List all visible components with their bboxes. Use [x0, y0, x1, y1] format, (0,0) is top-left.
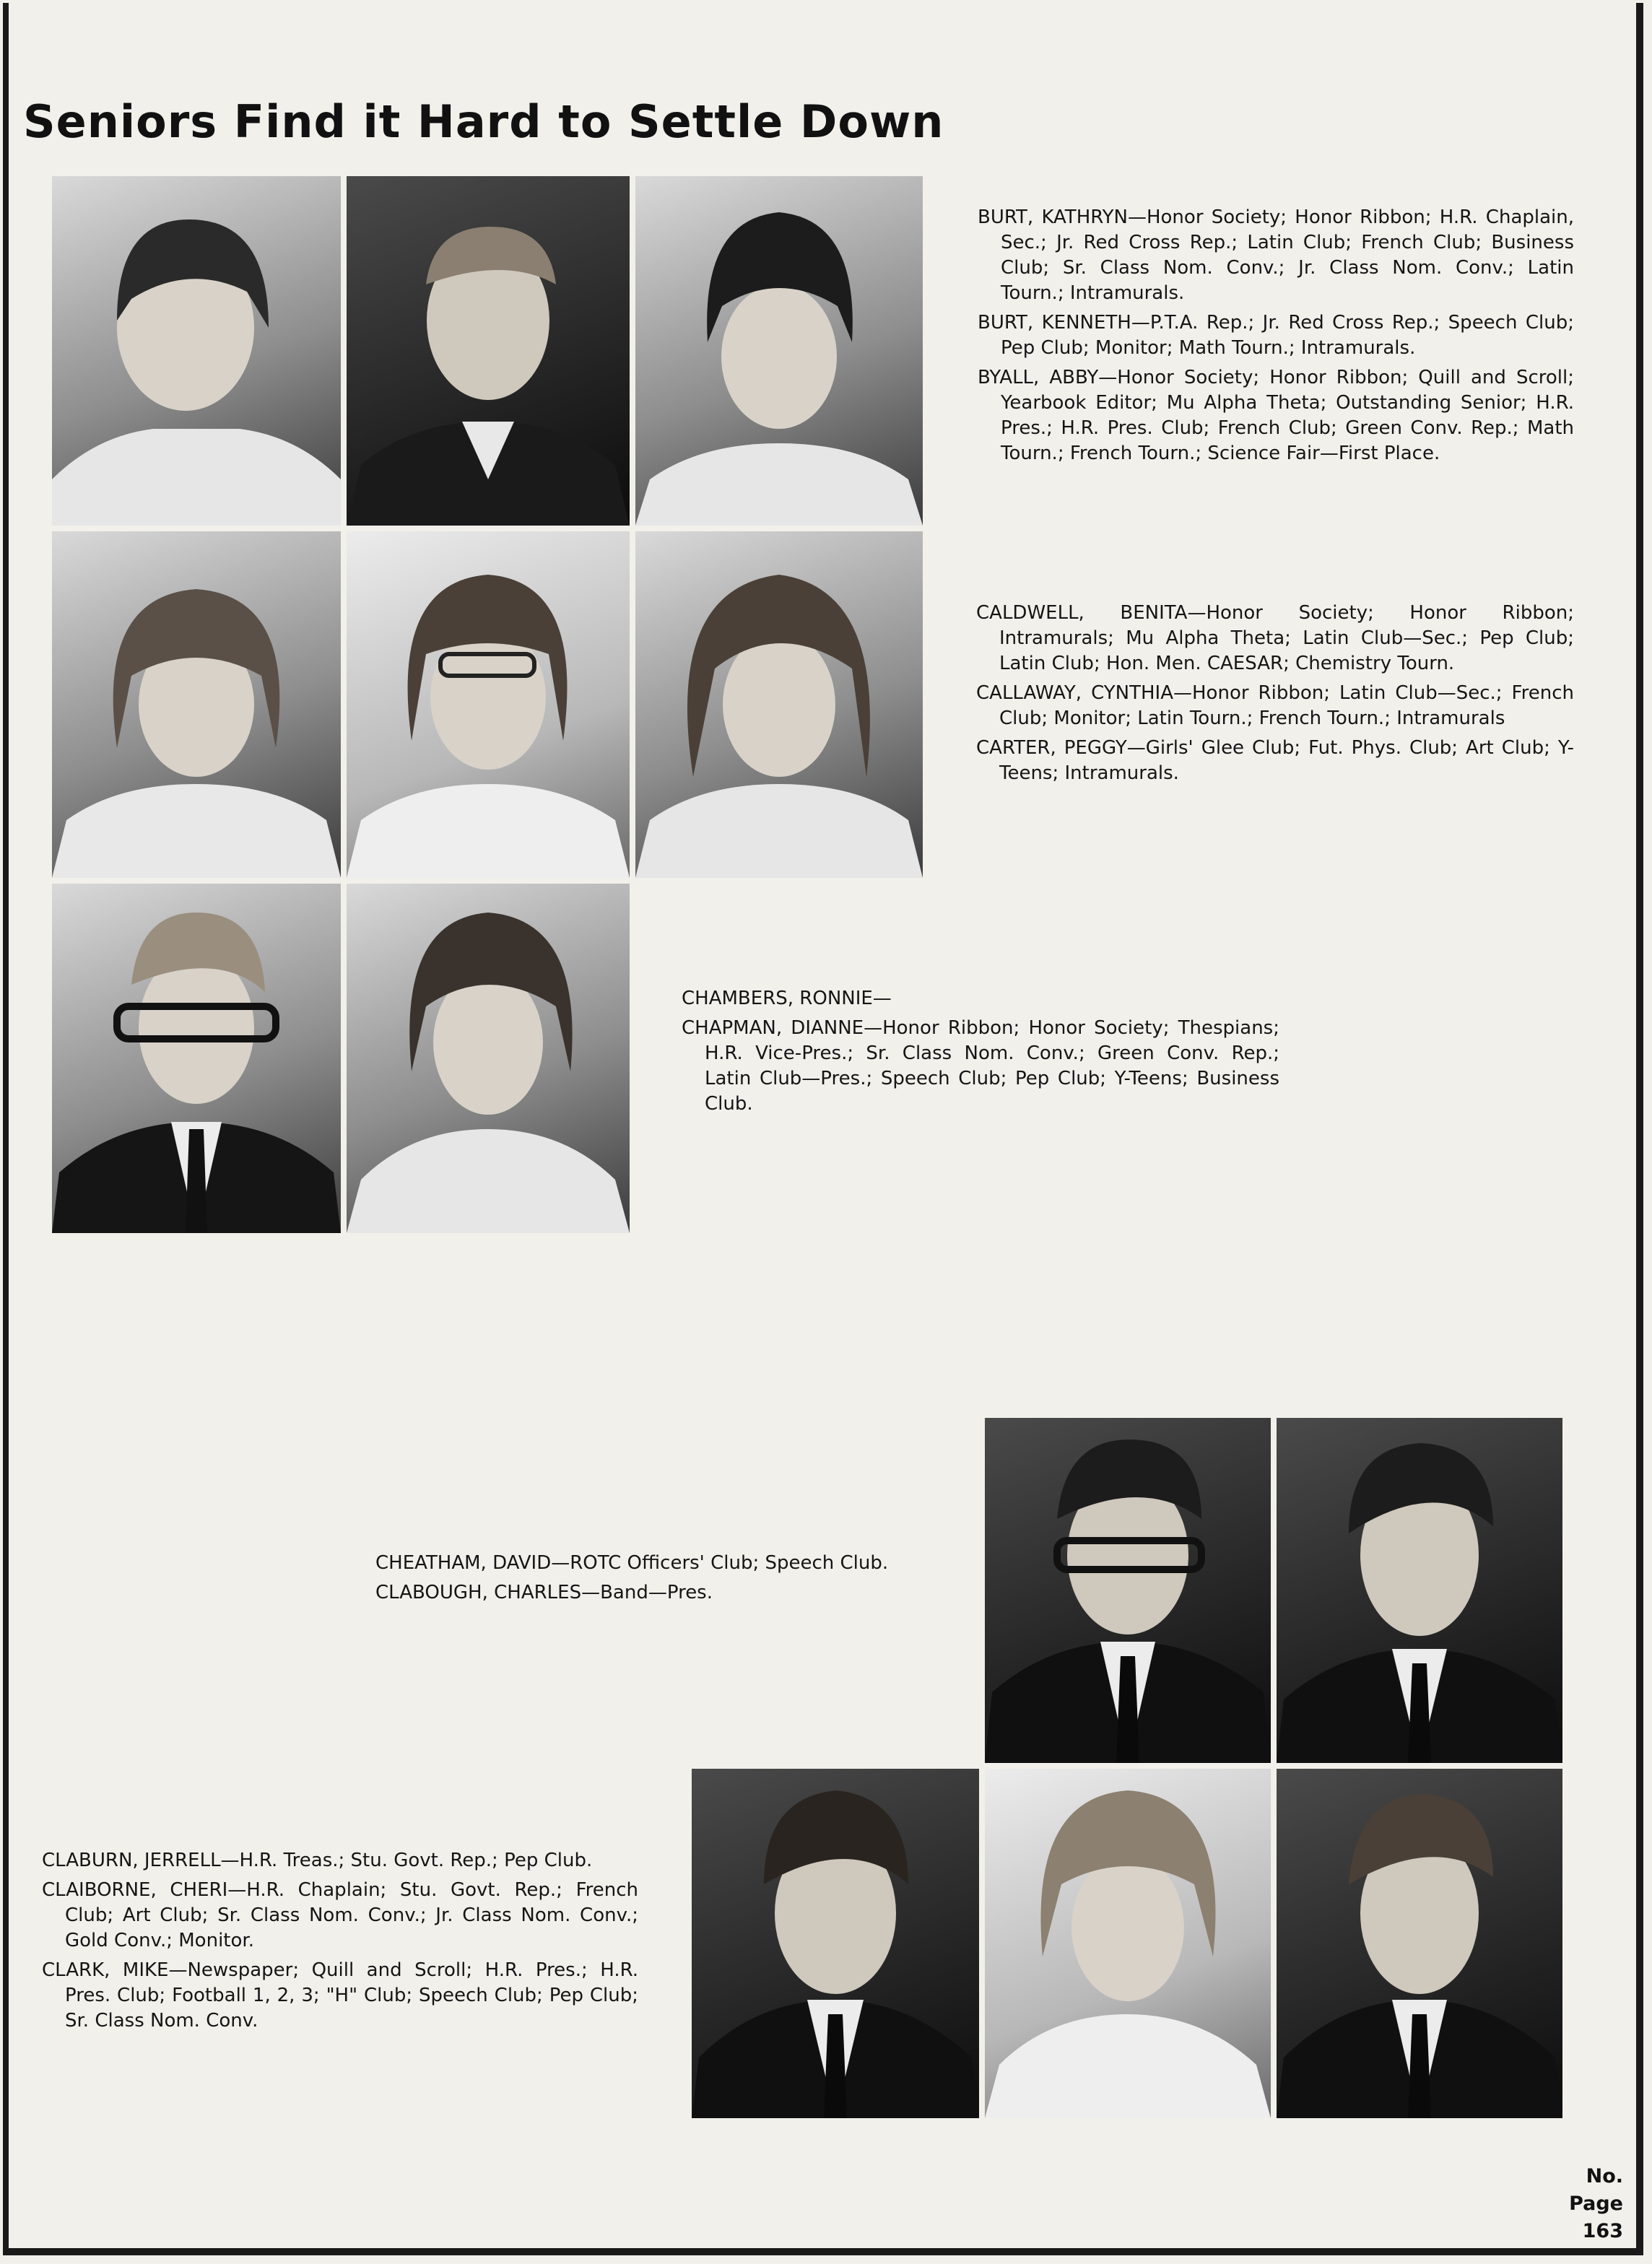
page-number-line: No. [1586, 2165, 1623, 2187]
senior-entry: CHAMBERS, RONNIE— [682, 988, 892, 1009]
senior-entry: CLABURN, JERRELL—H.R. Treas.; Stu. Govt. Rep.; Pep Club. [42, 1850, 593, 1871]
portrait-photo [52, 176, 341, 526]
senior-entry: CLARK, MIKE—Newspaper; Quill and Scroll; H.R. Pres.; H.R. Pres. Club; Football 1, 2, 3; "H" Club; Speech Club; Pep Club; Sr. Class Nom. Conv. [42, 1959, 638, 2032]
senior-entry: CLABOUGH, CHARLES—Band—Pres. [375, 1582, 713, 1603]
caption-block [682, 986, 1279, 1121]
senior-entry: CHAPMAN, DIANNE—Honor Ribbon; Honor Society; Thespians; H.R. Vice-Pres.; Sr. Class Nom. Conv.; Green Conv. Rep.; Latin Club—Pres.; Speech Club; Pep Club; Y-Teens; Business Club. [682, 1017, 1279, 1115]
portrait-photo [692, 1769, 979, 2118]
page-number [1569, 2163, 1623, 2245]
portrait-photo [635, 176, 923, 526]
senior-entry: BURT, KENNETH—P.T.A. Rep.; Jr. Red Cross Rep.; Speech Club; Pep Club; Monitor; Math Tourn.; Intramurals. [978, 312, 1574, 359]
caption-block [978, 205, 1574, 471]
page-title: Seniors Find it Hard to Settle Down [23, 95, 944, 148]
portrait-photo [985, 1769, 1271, 2118]
portrait-photo [635, 531, 923, 878]
page-number-value: 163 [1582, 2220, 1623, 2242]
senior-entry: CHEATHAM, DAVID—ROTC Officers' Club; Speech Club. [375, 1552, 889, 1574]
portrait-photo [52, 531, 341, 878]
senior-entry: BURT, KATHRYN—Honor Society; Honor Ribbon; H.R. Chaplain, Sec.; Jr. Red Cross Rep.; Latin Club; French Club; Business Club; Sr. Class Nom. Conv.; Jr. Class Nom. Conv.; Latin Tourn.; Intramurals. [978, 206, 1574, 304]
caption-block [42, 1848, 638, 2038]
caption-block [375, 1551, 953, 1610]
senior-entry: CALDWELL, BENITA—Honor Society; Honor Ribbon; Intramurals; Mu Alpha Theta; Latin Club—Sec.; Pep Club; Latin Club; Hon. Men. CAESAR; Chemistry Tourn. [976, 602, 1574, 674]
portrait-photo [52, 884, 341, 1233]
page-number-line: Page [1569, 2193, 1623, 2215]
senior-entry: CLAIBORNE, CHERI—H.R. Chaplain; Stu. Govt. Rep.; French Club; Art Club; Sr. Class Nom. Conv.; Jr. Class Nom. Conv.; Gold Conv.; Monitor. [42, 1879, 638, 1951]
portrait-photo [347, 884, 630, 1233]
portrait-photo [1277, 1769, 1562, 2118]
portrait-photo [1277, 1418, 1562, 1763]
senior-entry: BYALL, ABBY—Honor Society; Honor Ribbon; Quill and Scroll; Yearbook Editor; Mu Alpha Theta; Outstanding Senior; H.R. Pres.; H.R. Pres. Club; French Club; Green Conv. Rep.; Math Tourn.; French Tourn.; Science Fair—First Place. [978, 367, 1574, 464]
portrait-photo [347, 531, 630, 878]
portrait-photo [985, 1418, 1271, 1763]
portrait-photo [347, 176, 630, 526]
caption-block [976, 601, 1574, 791]
senior-entry: CARTER, PEGGY—Girls' Glee Club; Fut. Phys. Club; Art Club; Y-Teens; Intramurals. [976, 737, 1574, 784]
senior-entry: CALLAWAY, CYNTHIA—Honor Ribbon; Latin Club—Sec.; French Club; Monitor; Latin Tourn.; French Tourn.; Intramurals [976, 682, 1574, 729]
